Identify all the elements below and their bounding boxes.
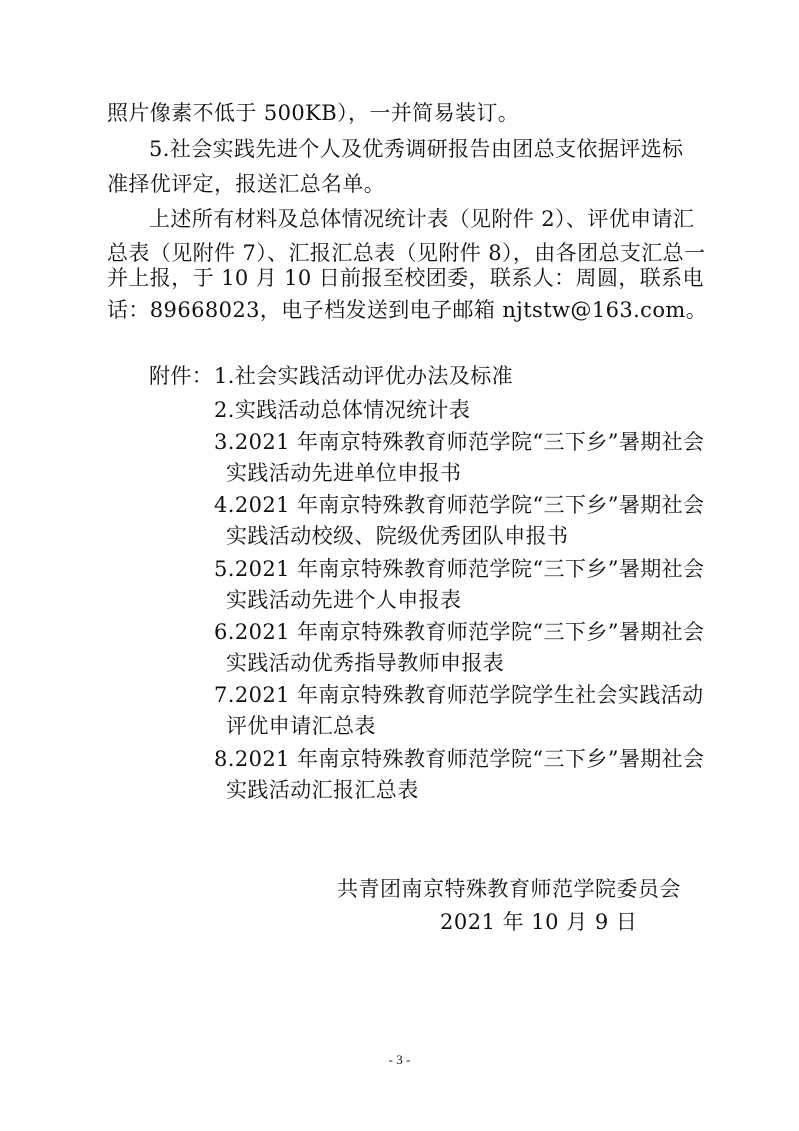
attachment-item: 5.2021 年南京特殊教育师范学院“三下乡”暑期社会 <box>214 557 705 581</box>
attachment-item: 4.2021 年南京特殊教育师范学院“三下乡”暑期社会 <box>214 493 705 517</box>
paragraph-line: 并上报，于 10 月 10 日前报至校团委，联系人：周圆，联系电 <box>107 266 704 290</box>
page-number: - 3 - <box>388 1052 411 1067</box>
paragraph-line: 总表（见附件 7）、汇报汇总表（见附件 8），由各团总支汇总一 <box>107 241 706 265</box>
attachments-label: 附件： <box>149 364 214 388</box>
attachment-item: 6.2021 年南京特殊教育师范学院“三下乡”暑期社会 <box>214 620 705 644</box>
attachment-item: 评优申请汇总表 <box>226 714 376 738</box>
attachment-item: 实践活动先进单位申报书 <box>226 461 462 485</box>
attachment-item: 实践活动优秀指导教师申报表 <box>226 651 505 675</box>
attachment-item: 实践活动汇报汇总表 <box>226 778 419 802</box>
attachment-item: 2.实践活动总体情况统计表 <box>214 398 471 422</box>
attachment-item: 7.2021 年南京特殊教育师范学院学生社会实践活动 <box>214 683 704 707</box>
attachment-item: 3.2021 年南京特殊教育师范学院“三下乡”暑期社会 <box>214 430 705 454</box>
paragraph-line: 5.社会实践先进个人及优秀调研报告由团总支依据评选标 <box>149 137 684 161</box>
attachment-item: 8.2021 年南京特殊教育师范学院“三下乡”暑期社会 <box>214 747 705 771</box>
signature-org: 共青团南京特殊教育师范学院委员会 <box>337 877 681 901</box>
attachment-item: 实践活动先进个人申报表 <box>226 588 462 612</box>
paragraph-line: 话：89668023，电子档发送到电子邮箱 njtstw@163.com。 <box>107 298 708 322</box>
attachment-item: 实践活动校级、院级优秀团队申报书 <box>226 524 569 548</box>
attachment-item: 1.社会实践活动评优办法及标准 <box>214 364 514 388</box>
signature-date: 2021 年 10 月 9 日 <box>440 910 638 934</box>
paragraph-line: 上述所有材料及总体情况统计表（见附件 2）、评优申请汇 <box>149 207 695 231</box>
paragraph-line: 照片像素不低于 500KB），一并简易装订。 <box>107 101 520 125</box>
paragraph-line: 准择优评定，报送汇总名单。 <box>107 172 386 196</box>
